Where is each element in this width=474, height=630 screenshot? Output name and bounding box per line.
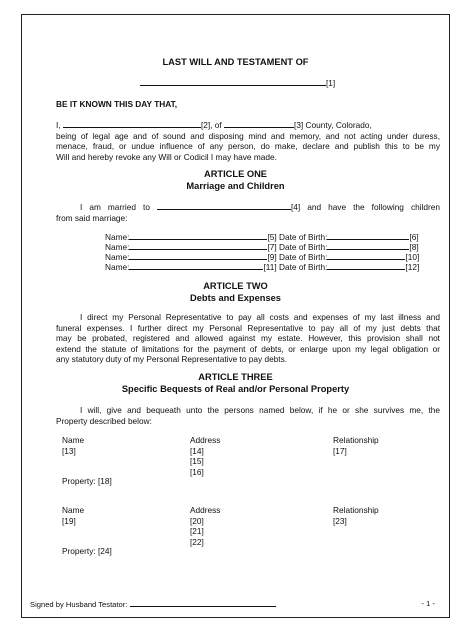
child-row [105, 251, 419, 261]
child-name-blank[interactable] [129, 251, 267, 260]
testator-name-blank[interactable] [140, 77, 326, 86]
child-dob-ref: [10] [405, 252, 420, 262]
article-two-heading: ARTICLE TWO [203, 281, 268, 291]
intro-line-4: Will and hereby revoke any Will or Codicil I may have made. [56, 151, 277, 162]
bequest-relationship-ref: [17] [333, 445, 347, 456]
child-name-blank[interactable] [129, 241, 267, 250]
marriage-line-1 [56, 201, 440, 213]
testator-name-ref: [1] [326, 78, 336, 88]
bequest-name-label: Name [62, 435, 85, 445]
bequest-name-ref: [13] [62, 445, 76, 456]
child-name-label: Name: [105, 262, 130, 272]
marriage-paragraph [56, 201, 440, 223]
child-dob-ref: [6] [409, 232, 419, 242]
debts-line: extend the statute of limitations for the payment of debts, or enlarge upon my legal obligation or [56, 343, 440, 354]
testator-name-line [140, 77, 335, 89]
article-two-subheading: Debts and Expenses [190, 293, 281, 303]
debts-paragraph [56, 312, 440, 365]
debts-line: funeral expenses. I further direct my Personal Representative to pay all of my just debts that [56, 322, 440, 333]
married-pre: I am married to [80, 202, 150, 212]
intro-line-2: being of legal age and of sound and disposing mind and memory, and not acting under duress, [56, 130, 440, 141]
testator-full-name-blank[interactable] [63, 119, 201, 128]
article-one-subheading: Marriage and Children [186, 181, 285, 191]
signed-label: Signed by Husband Testator: [30, 600, 128, 609]
bequest-address-line: [21] [190, 526, 204, 537]
bequests-paragraph [56, 405, 440, 426]
bequest-address-line: [14] [190, 445, 204, 456]
bequest-relationship-ref: [23] [333, 515, 347, 526]
child-name-blank[interactable] [129, 231, 267, 240]
bequests-line-1: I will, give and bequeath unto the persons named below, if he or she survives me, the [80, 405, 440, 415]
bequest-address-column [190, 435, 220, 477]
child-dob-blank[interactable] [327, 261, 405, 270]
child-dob-blank[interactable] [327, 241, 409, 250]
bequest-address-column [190, 505, 220, 547]
child-name-label: Name: [105, 242, 130, 252]
known-heading: BE IT KNOWN THIS DAY THAT, [56, 99, 178, 109]
county-blank[interactable] [224, 119, 294, 128]
page-number: - 1 - [421, 599, 435, 608]
bequest-address-line: [20] [190, 515, 204, 526]
child-name-ref: [5] [267, 232, 277, 242]
intro-line-3: menace, fraud, or undue influence of any person, do make, declare and publish this to be my [56, 141, 440, 152]
will-page [21, 14, 450, 618]
child-row [105, 241, 419, 251]
bequest-name-label: Name [62, 505, 85, 515]
bequest-relationship-label: Relationship [333, 435, 379, 445]
bequest-name-column [62, 435, 84, 456]
child-dob-ref: [8] [409, 242, 419, 252]
married-post: [4] and have the following children [290, 202, 440, 212]
bequest-relationship-label: Relationship [333, 505, 379, 515]
bequest-address-line: [22] [190, 536, 204, 547]
marriage-line-2: from said marriage: [56, 212, 128, 223]
child-row [105, 261, 419, 271]
intro-ref2: [2], of [200, 120, 222, 130]
article-one-heading: ARTICLE ONE [203, 169, 267, 179]
intro-i: I, [56, 120, 61, 130]
bequest-property: Property: [18] [62, 476, 112, 486]
child-dob-label: Date of Birth: [278, 252, 328, 262]
debts-line: I direct my Personal Representative to pay all costs and expenses of my last illness and [80, 312, 440, 322]
intro-line-1 [56, 119, 440, 131]
bequest-property: Property: [24] [62, 546, 112, 556]
bequest-name-column [62, 505, 84, 526]
article-three-heading: ARTICLE THREE [198, 372, 273, 382]
child-name-label: Name: [105, 232, 130, 242]
child-dob-label: Date of Birth: [278, 232, 328, 242]
bequests-line-2: Property described below: [56, 415, 152, 426]
bequest-address-line: [15] [190, 456, 204, 467]
child-name-blank[interactable] [129, 261, 263, 270]
child-name-ref: [11] [263, 262, 277, 272]
document-title: LAST WILL AND TESTAMENT OF [162, 57, 309, 67]
child-dob-label: Date of Birth: [278, 262, 328, 272]
child-dob-blank[interactable] [327, 231, 409, 240]
child-dob-label: Date of Birth: [278, 242, 328, 252]
child-row [105, 231, 419, 241]
intro-paragraph [56, 119, 440, 162]
child-name-ref: [9] [267, 252, 277, 262]
spouse-name-blank[interactable] [157, 201, 291, 210]
bequest-relationship-column [333, 435, 379, 456]
signature-blank[interactable] [130, 599, 276, 607]
child-name-label: Name: [105, 252, 130, 262]
child-dob-blank[interactable] [327, 251, 405, 260]
intro-ref3: [3] County, Colorado, [294, 120, 372, 130]
child-name-ref: [7] [267, 242, 277, 252]
article-three-subheading: Specific Bequests of Real and/or Personal Property [121, 384, 350, 394]
bequest-relationship-column [333, 505, 379, 526]
bequest-address-label: Address [190, 505, 221, 515]
debts-line: may be probated, registered and allowed against my estate. However, this provision shall not [56, 333, 440, 344]
bequest-address-label: Address [190, 435, 221, 445]
debts-line: any statutory duty of my Personal Representative to pay debts. [56, 354, 288, 365]
child-dob-ref: [12] [405, 262, 420, 272]
signature-line [30, 599, 276, 609]
bequest-name-ref: [19] [62, 515, 76, 526]
bequest-address-line: [16] [190, 466, 204, 477]
